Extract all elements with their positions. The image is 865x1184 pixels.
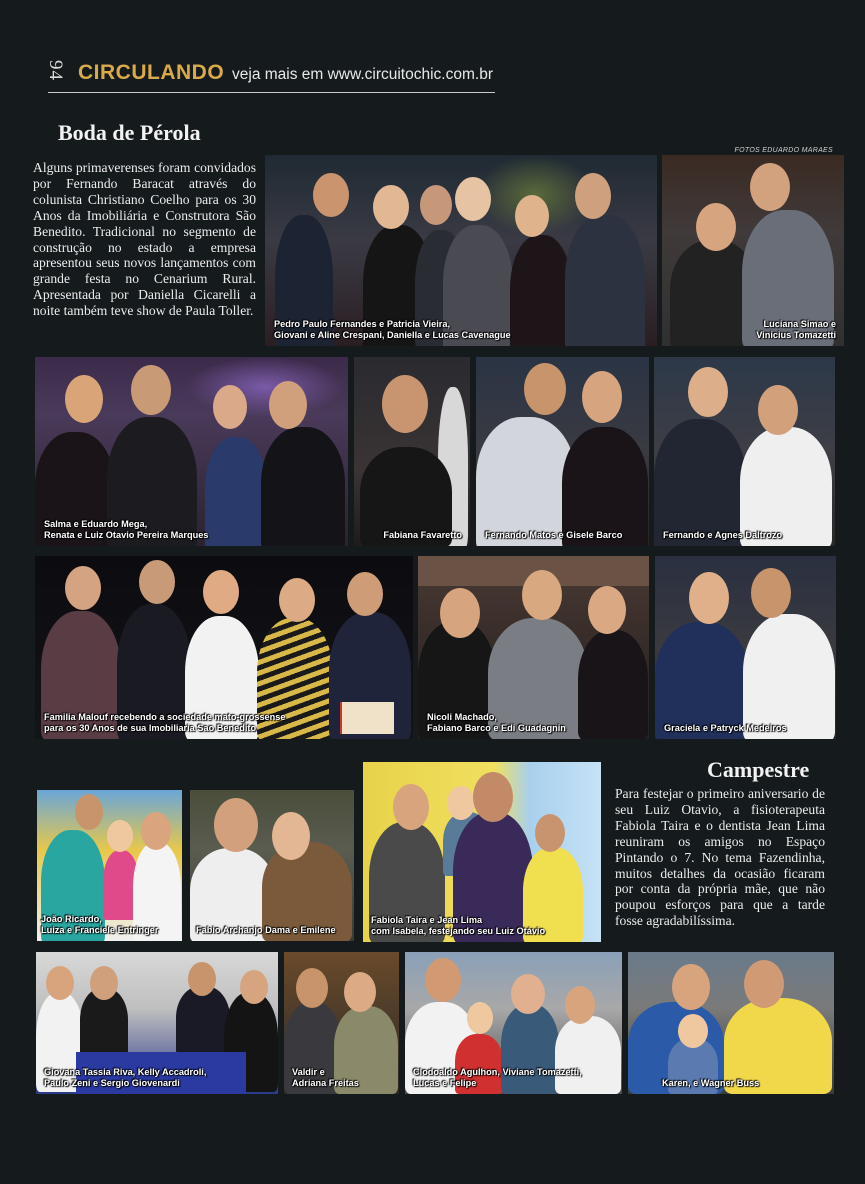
photo-caption: Fernando e Agnes Daltrozo: [663, 529, 783, 540]
photo-fabiola-jean: [363, 762, 601, 942]
photo-trio: [418, 556, 649, 739]
photo-caption: Fabiana Favaretto: [383, 529, 462, 540]
photo-family-entringer: [37, 790, 182, 941]
photo-caption: João Ricardo, Luiza e Franciele Entringer: [41, 914, 159, 935]
photo-caption: Familia Malouf recebendo a sociedade mato-grossense para os 30 Anos de sua Imobiliaria Sao Benedito: [44, 712, 286, 733]
article-body-boda: Alguns primaverenses foram convidados por Fernando Baracat através do colunista Christiano Coelho para os 30 Anos da Imobiliária e Construtora São Benedito. Tradicional no segmento de construção no estado a empresa apresentou seus novos lançamentos com grande festa no Cenarium Rural. Apresentada por Daniella Cicarelli a noite também teve show de Paula Toller.: [33, 160, 256, 319]
photo-couple-2: [476, 357, 649, 546]
photo-caption: Karen, e Wagner Buss: [662, 1077, 760, 1088]
photo-caption: Fabio Archanjo Dama e Emilene: [196, 924, 336, 935]
photo-group-six: [265, 155, 657, 346]
photo-caption: Fernando Matos e Gisele Barco: [485, 529, 623, 540]
article-title-campestre: Campestre: [707, 757, 810, 782]
photo-couple-3: [654, 357, 835, 546]
photo-couple-1: [662, 155, 844, 346]
page-number: 94: [45, 60, 66, 81]
photo-credit: FOTOS EDUARDO MARAES: [734, 147, 833, 154]
photo-family-malouf: [35, 556, 413, 739]
photo-caption: Salma e Eduardo Mega, Renata e Luiz Otavio Pereira Marques: [44, 519, 209, 540]
article-title-boda: Boda de Pérola: [58, 120, 201, 145]
photo-couple-4: [655, 556, 836, 739]
photo-caption: Fabiola Taira e Jean Lima com Isabela, festejando seu Luiz Otávio: [371, 915, 546, 936]
section-name: CIRCULANDO: [78, 61, 225, 84]
section-subtitle-link[interactable]: veja mais em www.circuitochic.com.br: [232, 66, 493, 83]
photo-caption: Clodoaldo Agulhon, Viviane Tomazetti, Lucas e Felipe: [413, 1067, 582, 1088]
photo-caption: Pedro Paulo Fernandes e Patricia Vieira, Giovani e Aline Crespani, Daniella e Lucas Cavenague: [274, 319, 511, 340]
photo-single-woman: [354, 357, 470, 546]
photo-caption: Luciana Simao e Vinicius Tomazetti: [756, 319, 836, 340]
photo-couple-5: [190, 790, 354, 941]
photo-caption: Nicoli Machado, Fabiano Barco e Edi Guadagnin: [427, 712, 566, 733]
photo-table-group: [36, 952, 278, 1094]
photo-family-agulhon: [405, 952, 622, 1094]
photo-caption: Graciela e Patryck Medeiros: [664, 722, 787, 733]
article-body-campestre: Para festejar o primeiro aniversario de seu Luiz Otavio, a fisioterapeuta Fabiola Taira e o dentista Jean Lima reuniram os amigos no Espaço Pintando o 7. No tema Fazendinha, muitos detalhes da ocasião ficaram por conta da própria mãe, que não poupou esforços para que a tarde fosse agradabilíssima.: [615, 786, 825, 929]
photo-family-buss: [628, 952, 834, 1094]
photo-caption: Valdir e Adriana Freitas: [292, 1067, 359, 1088]
header-divider: [48, 92, 495, 93]
photo-couple-6: [284, 952, 399, 1094]
photo-two-couples: [35, 357, 348, 546]
photo-caption: Giovana Tassia Riva, Kelly Accadroli, Paulo Zeni e Sergio Giovenardi: [44, 1067, 207, 1088]
